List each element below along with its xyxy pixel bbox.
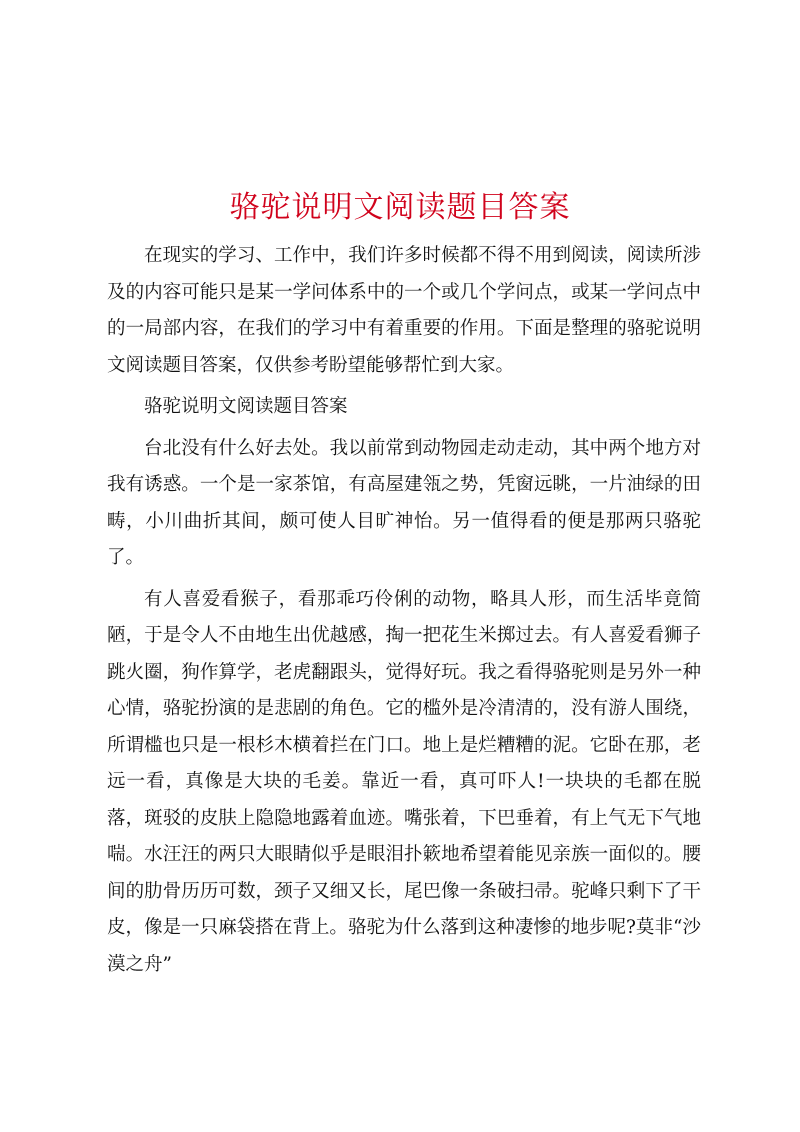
document-body (107, 238, 701, 988)
body-paragraph-2: 有人喜爱看猴子，看那乖巧伶俐的动物，略具人形，而生活毕竟简陋，于是令人不由地生出优越感，掏一把花生米掷过去。有人喜爱看狮子跳火圈，狗作算学，老虎翻跟头，觉得好玩。我之看得骆驼则是另外一种心情，骆驼扮演的是悲剧的角色。它的槛外是冷清清的，没有游人围绕，所谓槛也只是一根杉木横着拦在门口。地上是烂糟糟的泥。它卧在那，老远一看，真像是大块的毛姜。靠近一看，真可吓人!一块块的毛都在脱落，斑驳的皮肤上隐隐地露着血迹。嘴张着，下巴垂着，有上气无下气地喘。水汪汪的两只大眼睛似乎是眼泪扑簌地希望着能见亲族一面似的。腰间的肋骨历历可数，颈子又细又长，尾巴像一条破扫帚。驼峰只剩下了干皮，像是一只麻袋搭在背上。骆驼为什么落到这种凄惨的地步呢?莫非“沙漠之舟” (107, 588, 701, 975)
intro-paragraph: 在现实的学习、工作中，我们许多时候都不得不用到阅读，阅读所涉及的内容可能只是某一学问体系中的一个或几个学问点，或某一学问点中的一局部内容，在我们的学习中有着重要的作用。下面是整理的骆驼说明文阅读题目答案，仅供参考盼望能够帮忙到大家。 (107, 245, 701, 376)
document-title: 骆驼说明文阅读题目答案 (229, 190, 571, 226)
section-heading: 骆驼说明文阅读题目答案 (144, 396, 348, 417)
body-paragraph-1: 台北没有什么好去处。我以前常到动物园走动走动，其中两个地方对我有诱惑。一个是一家茶馆，有高屋建瓴之势，凭窗远眺，一片油绿的田畴，小川曲折其间，颇可使人目旷神怡。另一值得看的便是那两只骆驼了。 (107, 437, 701, 568)
